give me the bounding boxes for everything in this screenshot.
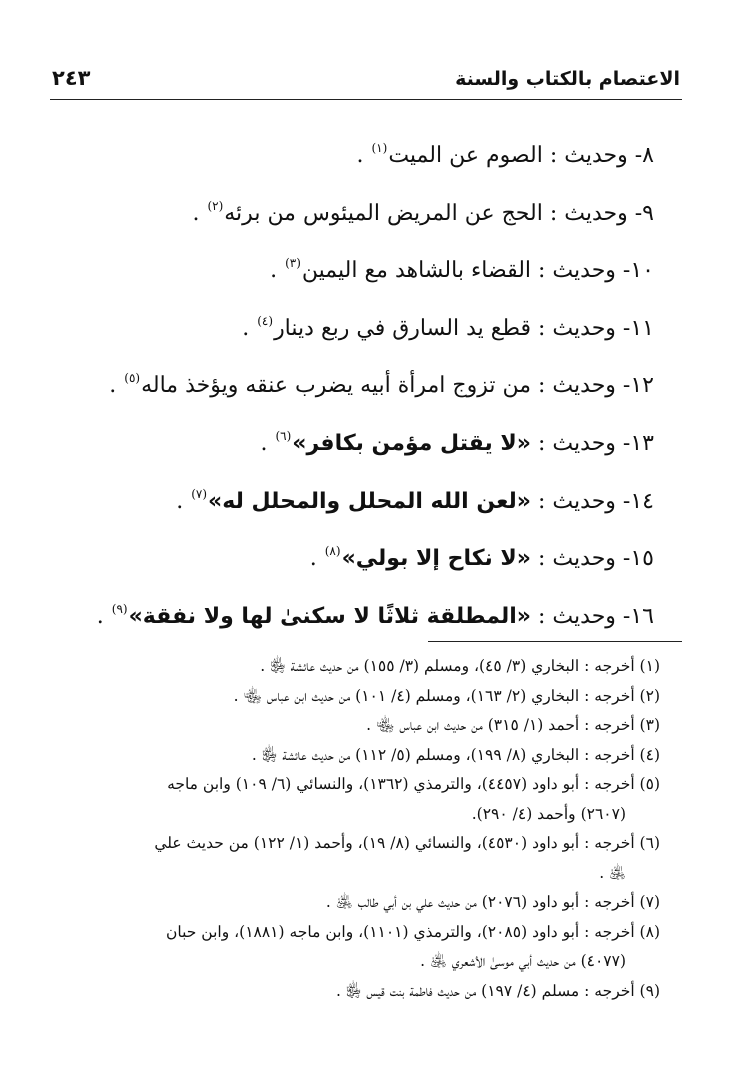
list-item <box>54 120 654 178</box>
item-number: ١٤- <box>622 488 654 514</box>
item-number: ١٢- <box>622 373 654 399</box>
item-end: . <box>260 430 268 456</box>
footnote <box>60 741 660 771</box>
footnote <box>60 711 660 741</box>
item-label: وحديث : <box>538 603 616 629</box>
page-header <box>52 62 680 98</box>
footnote-ref: (٩) <box>111 601 128 616</box>
item-end: . <box>356 143 364 168</box>
footnote-line: (١) أخرجه : البخاري (٣/ ٤٥)، ومسلم (٣/ ١٥٥) من حديث عائشة ﵂ . <box>260 657 660 675</box>
item-text: الحج عن المريض الميئوس من برئه <box>224 200 543 226</box>
footnote <box>60 652 660 682</box>
item-label: وحديث : <box>538 488 616 514</box>
list-item <box>54 408 654 466</box>
item-text: «لا يقتل مؤمن بكافر» <box>292 430 532 456</box>
item-end: . <box>242 315 250 341</box>
footnote <box>60 770 660 829</box>
item-label: وحديث : <box>538 373 616 399</box>
footnotes <box>60 652 660 1006</box>
item-number: ١٥- <box>622 546 654 572</box>
list-item <box>54 523 654 581</box>
list-item <box>54 235 654 293</box>
item-number: ١٦- <box>622 603 654 629</box>
item-text: «لعن الله المحلل والمحلل له» <box>208 488 532 514</box>
footnote-continuation: ﵁ . <box>599 863 626 882</box>
footnote-ref: (٨) <box>324 544 341 559</box>
footnote-continuation: (٤٠٧٧) من حديث أبي موسىٰ الأشعري ﵁ . <box>420 952 626 970</box>
footnote-line: (٢) أخرجه : البخاري (٢/ ١٦٣)، ومسلم (٤/ ١٠١) من حديث ابن عباس ﵄ . <box>233 686 660 705</box>
item-end: . <box>96 603 104 629</box>
footnote-line: (٥) أخرجه : أبو داود (٤٤٥٧)، والترمذي (١٣٦٢)، والنسائي (٦/ ١٠٩) وابن ماجه <box>167 775 660 793</box>
footnote-divider <box>428 641 682 642</box>
footnote <box>60 829 660 888</box>
header-divider <box>50 99 682 100</box>
footnote-continuation: (٢٦٠٧) وأحمد (٤/ ٢٩٠). <box>471 804 626 823</box>
footnote <box>60 918 660 977</box>
item-number: ١٠- <box>622 258 654 284</box>
list-item <box>54 178 654 236</box>
footnote-line: (٧) أخرجه : أبو داود (٢٠٧٦) من حديث علي بن أبي طالب ﵁ . <box>325 893 660 911</box>
item-text: «المطلقة ثلاثًا لا سكنىٰ لها ولا نفقة» <box>128 603 532 629</box>
footnote-line: (٩) أخرجه : مسلم (٤/ ١٩٧) من حديث فاطمة بنت قيس ﵂ . <box>335 981 660 1000</box>
running-title: الاعتصام بالكتاب والسنة <box>455 68 680 90</box>
list-item <box>54 350 654 408</box>
footnote-line: (٣) أخرجه : أحمد (١/ ٣١٥) من حديث ابن عباس ﵄ . <box>366 716 660 734</box>
item-label: وحديث : <box>538 546 616 572</box>
list-item <box>54 466 654 524</box>
item-number: ٩- <box>634 200 654 226</box>
footnote-line: (٦) أخرجه : أبو داود (٤٥٣٠)، والنسائي (٨/ ١٩)، وأحمد (١/ ١٢٢) من حديث علي <box>154 834 660 852</box>
list-item <box>54 293 654 351</box>
footnote-ref: (٢) <box>207 198 224 213</box>
item-label: وحديث : <box>549 143 628 168</box>
item-text: قطع يد السارق في ربع دينار <box>274 315 532 341</box>
footnote-ref: (٧) <box>191 486 208 501</box>
item-end: . <box>192 200 200 226</box>
item-label: وحديث : <box>538 315 616 341</box>
item-text: القضاء بالشاهد مع اليمين <box>301 258 532 284</box>
item-number: ١١- <box>622 315 654 341</box>
page-number: ٢٤٣ <box>52 66 91 90</box>
item-label: وحديث : <box>538 430 616 456</box>
item-end: . <box>309 546 317 572</box>
item-end: . <box>109 373 117 399</box>
item-text: من تزوج امرأة أبيه يضرب عنقه ويؤخذ ماله <box>141 373 532 399</box>
item-end: . <box>176 488 184 514</box>
item-number: ٨- <box>634 143 654 168</box>
footnote <box>60 682 660 712</box>
footnote-ref: (٣) <box>285 256 301 271</box>
item-label: وحديث : <box>538 258 616 284</box>
footnote-ref: (٤) <box>257 313 274 328</box>
footnote <box>60 888 660 918</box>
footnote-ref: (١) <box>371 141 388 155</box>
list-item <box>54 581 654 639</box>
footnote-line: (٤) أخرجه : البخاري (٨/ ١٩٩)، ومسلم (٥/ ١١٢) من حديث عائشة ﵂ . <box>251 745 660 764</box>
hadith-list <box>54 120 654 638</box>
footnote-line: (٨) أخرجه : أبو داود (٢٠٨٥)، والترمذي (١١٠١)، وابن ماجه (١٨٨١)، وابن حبان <box>166 922 660 941</box>
item-label: وحديث : <box>549 200 628 226</box>
footnote-ref: (٥) <box>124 371 141 386</box>
item-end: . <box>270 258 278 284</box>
footnote-ref: (٦) <box>275 428 292 443</box>
item-number: ١٣- <box>622 430 654 456</box>
item-text: «لا نكاح إلا بولي» <box>341 546 532 572</box>
item-text: الصوم عن الميت <box>388 143 543 168</box>
footnote <box>60 977 660 1007</box>
